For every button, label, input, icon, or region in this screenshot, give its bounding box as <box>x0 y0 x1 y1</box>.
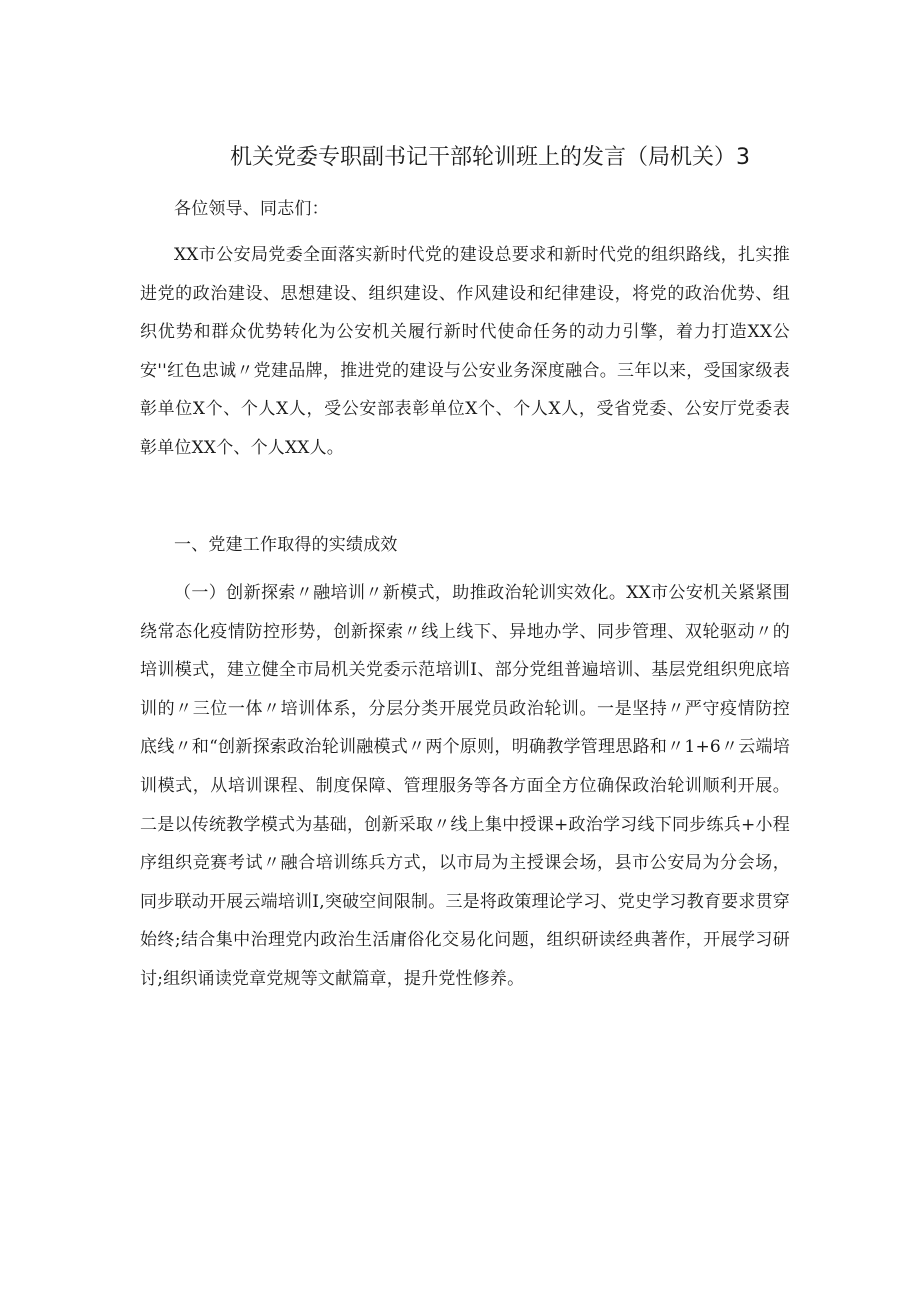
document-title: 机关党委专职副书记干部轮训班上的发言（局机关）3 <box>230 145 750 170</box>
salutation: 各位领导、同志们： <box>174 199 329 219</box>
paragraph-intro: XX市公安局党委全面落实新时代党的建设总要求和新时代党的组织路线，扎实推进党的政治建设、思想建设、组织建设、作风建设和纪律建设，将党的政治优势、组织优势和群众优势转化为公安机关履行新时代使命任务的动力引擎，着力打造XX公安''红色忠诚〃党建品牌，推进党的建设与公安业务深度融合。三年以来，受国家级表彰单位X个、个人X人，受公安部表彰单位X个、个人X人，受省党委、公安厅党委表彰单位XX个、个人XX人。 <box>140 245 790 458</box>
paragraph-training: （一）创新探索〃融培训〃新模式，助推政治轮训实效化。XX市公安机关紧紧围绕常态化疫情防控形势，创新探索〃线上线下、异地办学、同步管理、双轮驱动〃的培训模式，建立健全市局机关党委示范培训I、部分党组普遍培训、基层党组织兜底培训的〃三位一体〃培训体系，分层分类开展党员政治轮训。一是坚持〃严守疫情防控底线〃和“创新探索政治轮训融模式〃两个原则，明确教学管理思路和〃1+6〃云端培训模式，从培训课程、制度保障、管理服务等各方面全方位确保政治轮训顺利开展。二是以传统教学模式为基础，创新采取〃线上集中授课+政治学习线下同步练兵+小程序组织竞赛考试〃融合培训练兵方式，以市局为主授课会场，县市公安局为分会场，同步联动开展云端培训I,突破空间限制。三是将政策理论学习、党史学习教育要求贯穿始终;结合集中治理党内政治生活庸俗化交易化问题，组织研读经典著作，开展学习研讨;组织诵读党章党规等文献篇章，提升党性修养。 <box>140 583 790 989</box>
section-heading: 一、党建工作取得的实绩成效 <box>174 535 398 555</box>
